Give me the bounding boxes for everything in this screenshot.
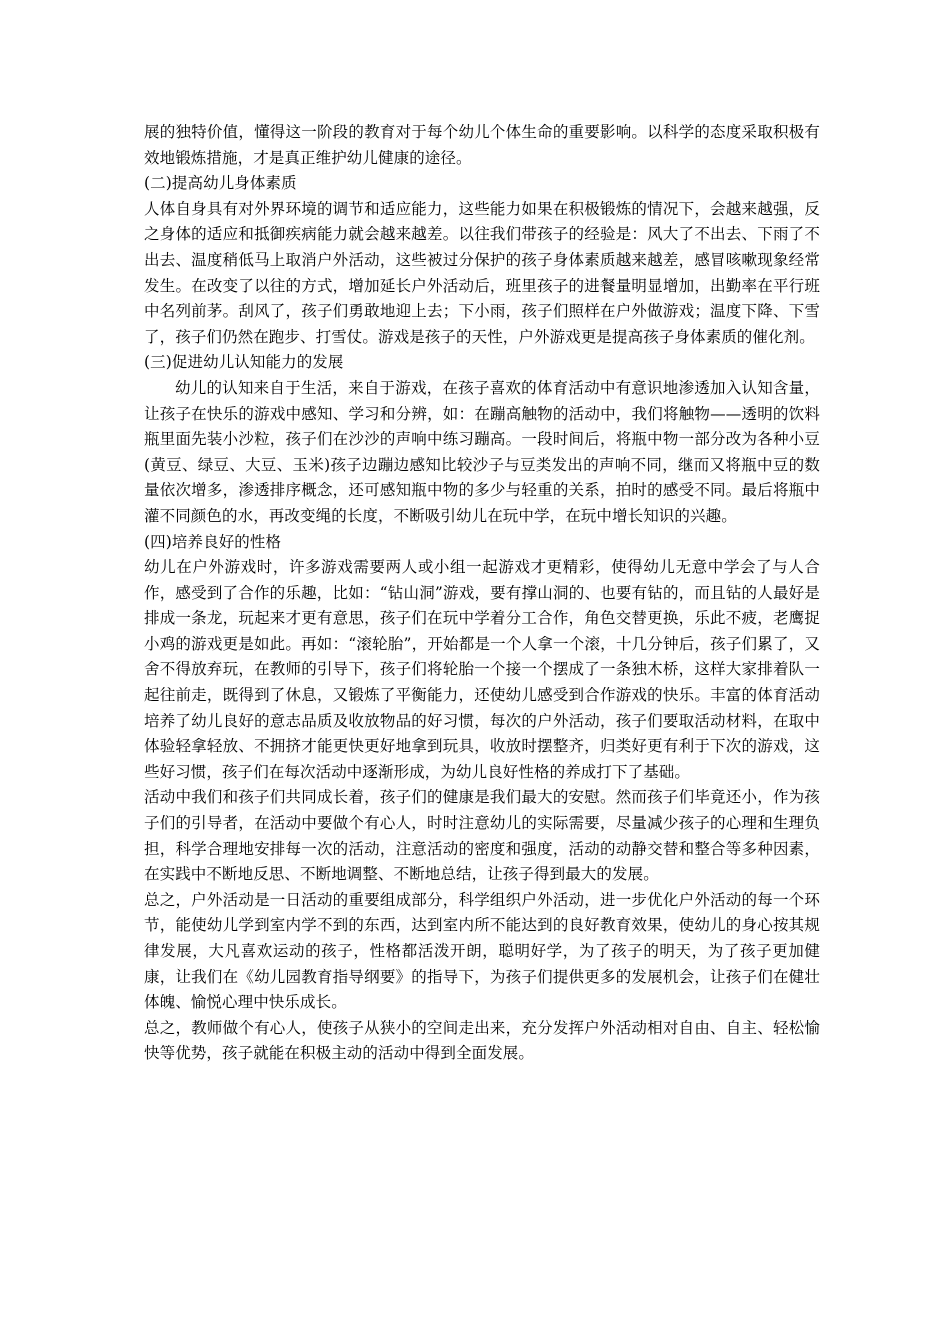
- paragraph-cognitive-ability: 幼儿的认知来自于生活，来自于游戏，在孩子喜欢的体育活动中有意识地渗透加入认知含量，让孩子在快乐的游戏中感知、学习和分辨，如：在蹦高触物的活动中，我们将触物——透明的饮料瓶里面先装小沙粒，孩子们在沙沙的声响中练习蹦高。一段时间后，将瓶中物一部分改为各种小豆(黄豆、绿豆、大豆、玉米)孩子边蹦边感知比较沙子与豆类发出的声响不同，继而又将瓶中豆的数量依次增多，渗透排序概念，还可感知瓶中物的多少与轻重的关系，拍时的感受不同。最后将瓶中灌不同颜色的水，再改变绳的长度，不断吸引幼儿在玩中学，在玩中增长知识的兴趣。: [144, 378, 820, 525]
- section-heading-4: (四)培养良好的性格: [144, 532, 282, 551]
- paragraph-summary-1: 总之，户外活动是一日活动的重要组成部分，科学组织户外活动，进一步优化户外活动的每一个环节，能使幼儿学到室内学不到的东西，达到室内所不能达到的良好教育效果，使幼儿的身心按其规律发展，大凡喜欢运动的孩子，性格都活泼开朗，聪明好学，为了孩子的明天，为了孩子更加健康，让我们在《幼儿园教育指导纲要》的指导下，为孩子们提供更多的发展机会，让孩子们在健壮体魄、愉悦心理中快乐成长。: [144, 890, 820, 1012]
- section-heading-3: (三)促进幼儿认知能力的发展: [144, 353, 344, 372]
- document-body: [144, 120, 820, 1067]
- paragraph-good-character: 幼儿在户外游戏时，许多游戏需要两人或小组一起游戏才更精彩，使得幼儿无意中学会了与人合作，感受到了合作的乐趣，比如：“钻山洞”游戏，要有撑山洞的、也要有钻的，而且钻的人最好是排成一条龙，玩起来才更有意思，孩子们在玩中学着分工合作，角色交替更换，乐此不疲，老鹰捉小鸡的游戏更是如此。再如：“滚轮胎”，开始都是一个人拿一个滚，十几分钟后，孩子们累了，又舍不得放弃玩，在教师的引导下，孩子们将轮胎一个接一个摆成了一条独木桥，这样大家排着队一起往前走，既得到了休息，又锻炼了平衡能力，还使幼儿感受到合作游戏的快乐。丰富的体育活动培养了幼儿良好的意志品质及收放物品的好习惯，每次的户外活动，孩子们要取活动材料，在取中体验轻拿轻放、不拥挤才能更快更好地拿到玩具，收放时摆整齐，归类好更有利于下次的游戏，这些好习惯，孩子们在每次活动中逐渐形成，为幼儿良好性格的养成打下了基础。: [144, 558, 820, 781]
- paragraph-physical-quality: 人体自身具有对外界环境的调节和适应能力，这些能力如果在积极锻炼的情况下，会越来越强，反之身体的适应和抵御疾病能力就会越来越差。以往我们带孩子的经验是：风大了不出去、下雨了不出去、温度稍低马上取消户外活动，这些被过分保护的孩子身体素质越来越差，感冒咳嗽现象经常发生。在改变了以往的方式，增加延长户外活动后，班里孩子的进餐量明显增加，出勤率在平行班中名列前茅。刮风了，孩子们勇敢地迎上去；下小雨，孩子们照样在户外做游戏；温度下降、下雪了，孩子们仍然在跑步、打雪仗。游戏是孩子的天性，户外游戏更是提高孩子身体素质的催化剂。: [144, 199, 820, 346]
- section-heading-2: (二)提高幼儿身体素质: [144, 174, 297, 193]
- paragraph-intro-continuation: 展的独特价值，懂得这一阶段的教育对于每个幼儿个体生命的重要影响。以科学的态度采取积极有效地锻炼措施，才是真正维护幼儿健康的途径。: [144, 123, 820, 167]
- paragraph-summary-2: 总之，教师做个有心人，使孩子从狭小的空间走出来，充分发挥户外活动相对自由、自主、轻松愉快等优势，孩子就能在积极主动的活动中得到全面发展。: [144, 1018, 820, 1063]
- paragraph-growing-together: 活动中我们和孩子们共同成长着，孩子们的健康是我们最大的安慰。然而孩子们毕竟还小，作为孩子们的引导者，在活动中要做个有心人，时时注意幼儿的实际需要，尽量减少孩子的心理和生理负担，科学合理地安排每一次的活动，注意活动的密度和强度，活动的动静交替和整合等多种因素，在实践中不断地反思、不断地调整、不断地总结，让孩子得到最大的发展。: [144, 788, 820, 884]
